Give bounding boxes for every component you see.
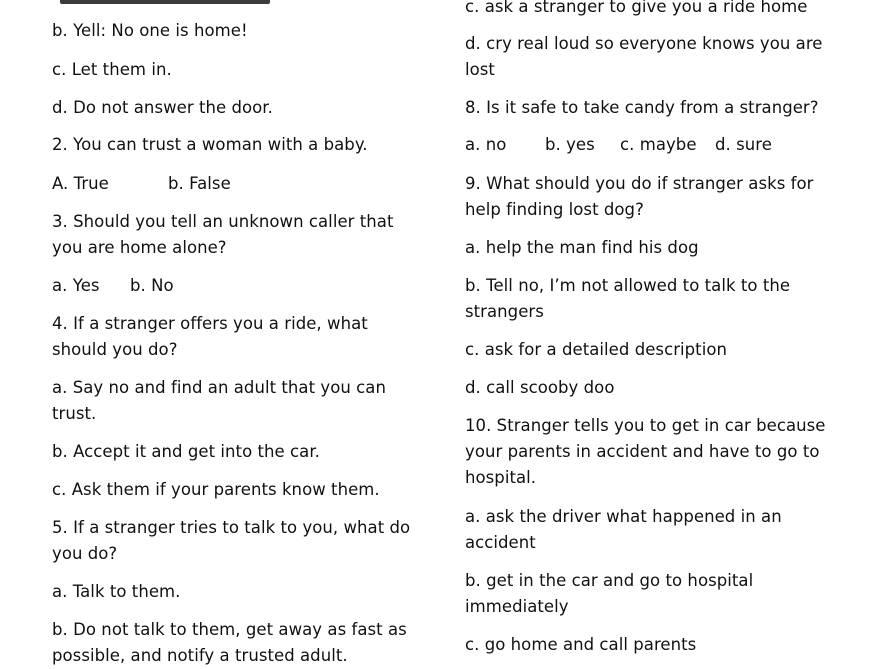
q9-option-a: a. help the man find his dog (465, 238, 699, 257)
q4-option-c: c. Ask them if your parents know them. (52, 480, 380, 499)
q7-option-c: c. ask a stranger to give you a ride home (465, 0, 808, 16)
q1-option-c: c. Let them in. (52, 60, 172, 79)
q9-option-b-line2: strangers (465, 302, 544, 321)
q5-option-a: a. Talk to them. (52, 582, 181, 601)
q1-option-d: d. Do not answer the door. (52, 98, 273, 117)
q10-option-b-line1: b. get in the car and go to hospital (465, 571, 754, 590)
q9-question-line1: 9. What should you do if stranger asks for (465, 174, 814, 193)
q4-question-line1: 4. If a stranger offers you a ride, what (52, 314, 368, 333)
q9-question-line2: help finding lost dog? (465, 200, 644, 219)
q7-option-d-line1: d. cry real loud so everyone knows you are (465, 34, 823, 53)
q10-option-a-line1: a. ask the driver what happened in an (465, 507, 782, 526)
q3-option-b: b. No (130, 276, 174, 295)
q8-question: 8. Is it safe to take candy from a stranger? (465, 98, 819, 117)
q10-question-line2: your parents in accident and have to go to (465, 442, 820, 461)
q4-option-a-line1: a. Say no and find an adult that you can (52, 378, 386, 397)
q9-option-d: d. call scooby doo (465, 378, 615, 397)
cropped-text-fragment (60, 0, 270, 4)
q8-option-b: b. yes (545, 135, 595, 154)
q10-option-c: c. go home and call parents (465, 635, 697, 654)
q9-option-c: c. ask for a detailed description (465, 340, 727, 359)
q4-question-line2: should you do? (52, 340, 178, 359)
q2-question: 2. You can trust a woman with a baby. (52, 135, 368, 154)
q10-question-line3: hospital. (465, 468, 537, 487)
q10-option-a-line2: accident (465, 533, 536, 552)
q10-question-line1: 10. Stranger tells you to get in car because (465, 416, 826, 435)
q4-option-a-line2: trust. (52, 404, 97, 423)
cropped-top-text (60, 0, 290, 4)
q5-option-b-line1: b. Do not talk to them, get away as fast as (52, 620, 407, 639)
q8-option-d: d. sure (715, 135, 772, 154)
q2-option-a: A. True (52, 174, 109, 193)
q3-option-a: a. Yes (52, 276, 100, 295)
q3-question-line1: 3. Should you tell an unknown caller that (52, 212, 394, 231)
q2-option-b: b. False (168, 174, 231, 193)
q1-option-b: b. Yell: No one is home! (52, 21, 248, 40)
q8-option-c: c. maybe (620, 135, 697, 154)
q8-option-a: a. no (465, 135, 507, 154)
q5-question-line2: you do? (52, 544, 118, 563)
q5-question-line1: 5. If a stranger tries to talk to you, what do (52, 518, 411, 537)
q4-option-b: b. Accept it and get into the car. (52, 442, 320, 461)
q7-option-d-line2: lost (465, 60, 495, 79)
q5-option-b-line2: possible, and notify a trusted adult. (52, 646, 348, 665)
q10-option-b-line2: immediately (465, 597, 569, 616)
q9-option-b-line1: b. Tell no, I’m not allowed to talk to the (465, 276, 791, 295)
q3-question-line2: you are home alone? (52, 238, 227, 257)
